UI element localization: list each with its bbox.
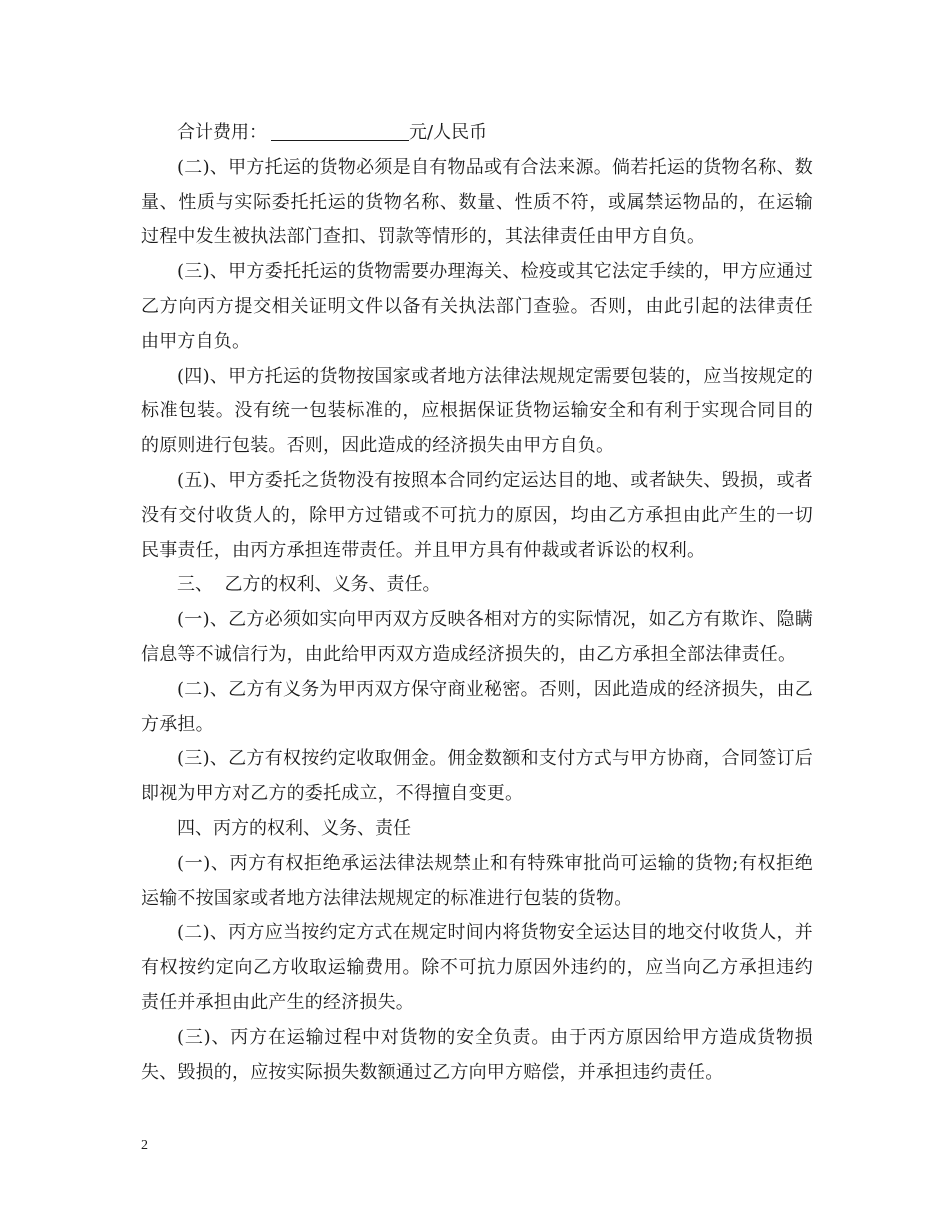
clause-paragraph: (一)、乙方必须如实向甲丙双方反映各相对方的实际情况，如乙方有欺诈、隐瞒信息等不诚信行为，由此给甲丙双方造成经济损失的，由乙方承担全部法律责任。 [141, 609, 813, 665]
clause-paragraph: (三)、丙方在运输过程中对货物的安全负责。由于丙方原因给甲方造成货物损失、毁损的，应按实际损失数额通过乙方向甲方赔偿，并承担违约责任。 [141, 1026, 813, 1083]
clause-paragraph: (三)、甲方委托托运的货物需要办理海关、检疫或其它法定手续的，甲方应通过乙方向丙方提交相关证明文件以备有关执法部门查验。否则，由此引起的法律责任由甲方自负。 [141, 261, 813, 352]
section-heading: 四、丙方的权利、义务、责任 [177, 817, 411, 839]
clause-paragraph: (二)、丙方应当按约定方式在规定时间内将货物安全运达目的地交付收货人，并有权按约定向乙方收取运输费用。除不可抗力原因外违约的，应当向乙方承担违约责任并承担由此产生的经济损失。 [141, 922, 813, 1013]
total-fee-line [141, 116, 813, 151]
total-fee-blank [271, 122, 409, 141]
total-fee-suffix: 元/人民币 [409, 122, 488, 143]
document-body [141, 116, 813, 1090]
page-number: 2 [141, 1138, 148, 1153]
section-heading: 三、 乙方的权利、义务、责任。 [177, 574, 441, 596]
clause-paragraph: (三)、乙方有权按约定收取佣金。佣金数额和支付方式与甲方协商，合同签订后即视为甲方对乙方的委托成立，不得擅自变更。 [141, 748, 813, 805]
clause-paragraph: (四)、甲方托运的货物按国家或者地方法律法规规定需要包装的，应当按规定的标准包装。没有统一包装标准的，应根据保证货物运输安全和有利于实现合同目的的原则进行包装。否则，因此造成的经济损失由甲方自负。 [141, 365, 813, 457]
clause-paragraph: (二)、甲方托运的货物必须是自有物品或有合法来源。倘若托运的货物名称、数量、性质与实际委托托运的货物名称、数量、性质不符，或属禁运物品的，在运输过程中发生被执法部门查扣、罚款等情形的，其法律责任由甲方自负。 [141, 156, 813, 248]
clause-paragraph: (一)、丙方有权拒绝承运法律法规禁止和有特殊审批尚可运输的货物;有权拒绝运输不按国家或者地方法律法规规定的标准进行包装的货物。 [141, 852, 813, 909]
total-fee-label: 合计费用： [177, 122, 267, 143]
clause-paragraph: (五)、甲方委托之货物没有按照本合同约定运达目的地、或者缺失、毁损，或者没有交付收货人的，除甲方过错或不可抗力的原因，均由乙方承担由此产生的一切民事责任，由丙方承担连带责任。并且甲方具有仲裁或者诉讼的权利。 [141, 469, 813, 561]
clause-paragraph: (二)、乙方有义务为甲丙双方保守商业秘密。否则，因此造成的经济损失，由乙方承担。 [141, 678, 813, 735]
